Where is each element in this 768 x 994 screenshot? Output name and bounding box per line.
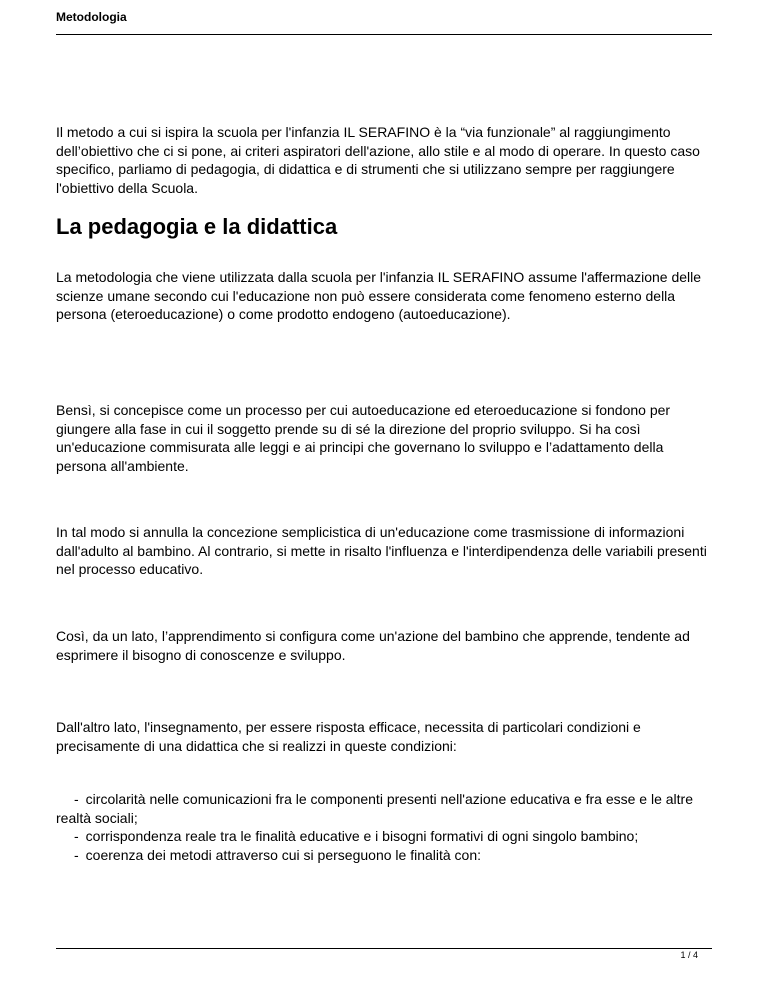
list-marker: -: [74, 791, 79, 807]
list-marker: -: [74, 846, 79, 863]
paragraph-metodologia: La metodologia che viene utilizzata dalla scuola per l'infanzia IL SERAFINO assume l'affermazione delle scienze umane secondo cui l'educazione non può essere considerata come fenomeno esterno della persona (eteroeducazione) o come prodotto endogeno (autoeducazione).: [56, 269, 702, 323]
intro-paragraph: Il metodo a cui si ispira la scuola per l'infanzia IL SERAFINO è la “via funzionale” al raggiungimento dell’obiettivo che ci si pone, ai criteri aspiratori dell'azione, allo stile e al modo di operare. In questo caso specifico, parliamo di pedagogia, di didattica e di strumenti che si utilizzano sempre per raggiungere l'obiettivo della Scuola.: [56, 124, 700, 196]
paragraph-bensi: Bensì, si concepisce come un processo per cui autoeducazione ed eteroeducazione si fondono per giungere alla fase in cui il soggetto prende su di sé la direzione del proprio sviluppo. Si ha così un'educazione commisurata alle leggi e ai principi che governano lo sviluppo e l’adattamento della persona all'ambiente.: [56, 402, 671, 474]
paragraph-tal-modo: In tal modo si annulla la concezione semplicistica di un'educazione come trasmissione di informazioni dall'adulto al bambino. Al contrario, si mette in risalto l'influenza e l'interdipendenza delle variabili presenti nel processo educativo.: [56, 524, 707, 578]
list-marker: -: [74, 828, 79, 845]
footer-divider: [56, 948, 712, 949]
list-item: - coerenza dei metodi attraverso cui si perseguono le finalità con:: [56, 846, 716, 865]
page-header-title: Metodologia: [56, 10, 127, 24]
paragraph-cosi: Così, da un lato, l’apprendimento si configura come un'azione del bambino che apprende, tendente ad esprimere il bisogno di conoscenze e sviluppo.: [56, 628, 690, 663]
list-item: - circolarità nelle comunicazioni fra le componenti presenti nell'azione educativa e fra esse e le altre realtà sociali;: [56, 791, 694, 826]
list-item: - corrispondenza reale tra le finalità educative e i bisogni formativi di ogni singolo bambino;: [56, 827, 716, 846]
page-number: 1 / 4: [680, 950, 698, 960]
section-heading: La pedagogia e la didattica: [56, 214, 338, 239]
conditions-list: [56, 790, 716, 864]
header-divider: [56, 34, 712, 35]
paragraph-altro-lato: Dall'altro lato, l'insegnamento, per essere risposta efficace, necessita di particolari condizioni e precisamente di una didattica che si realizzi in queste condizioni:: [56, 719, 641, 754]
